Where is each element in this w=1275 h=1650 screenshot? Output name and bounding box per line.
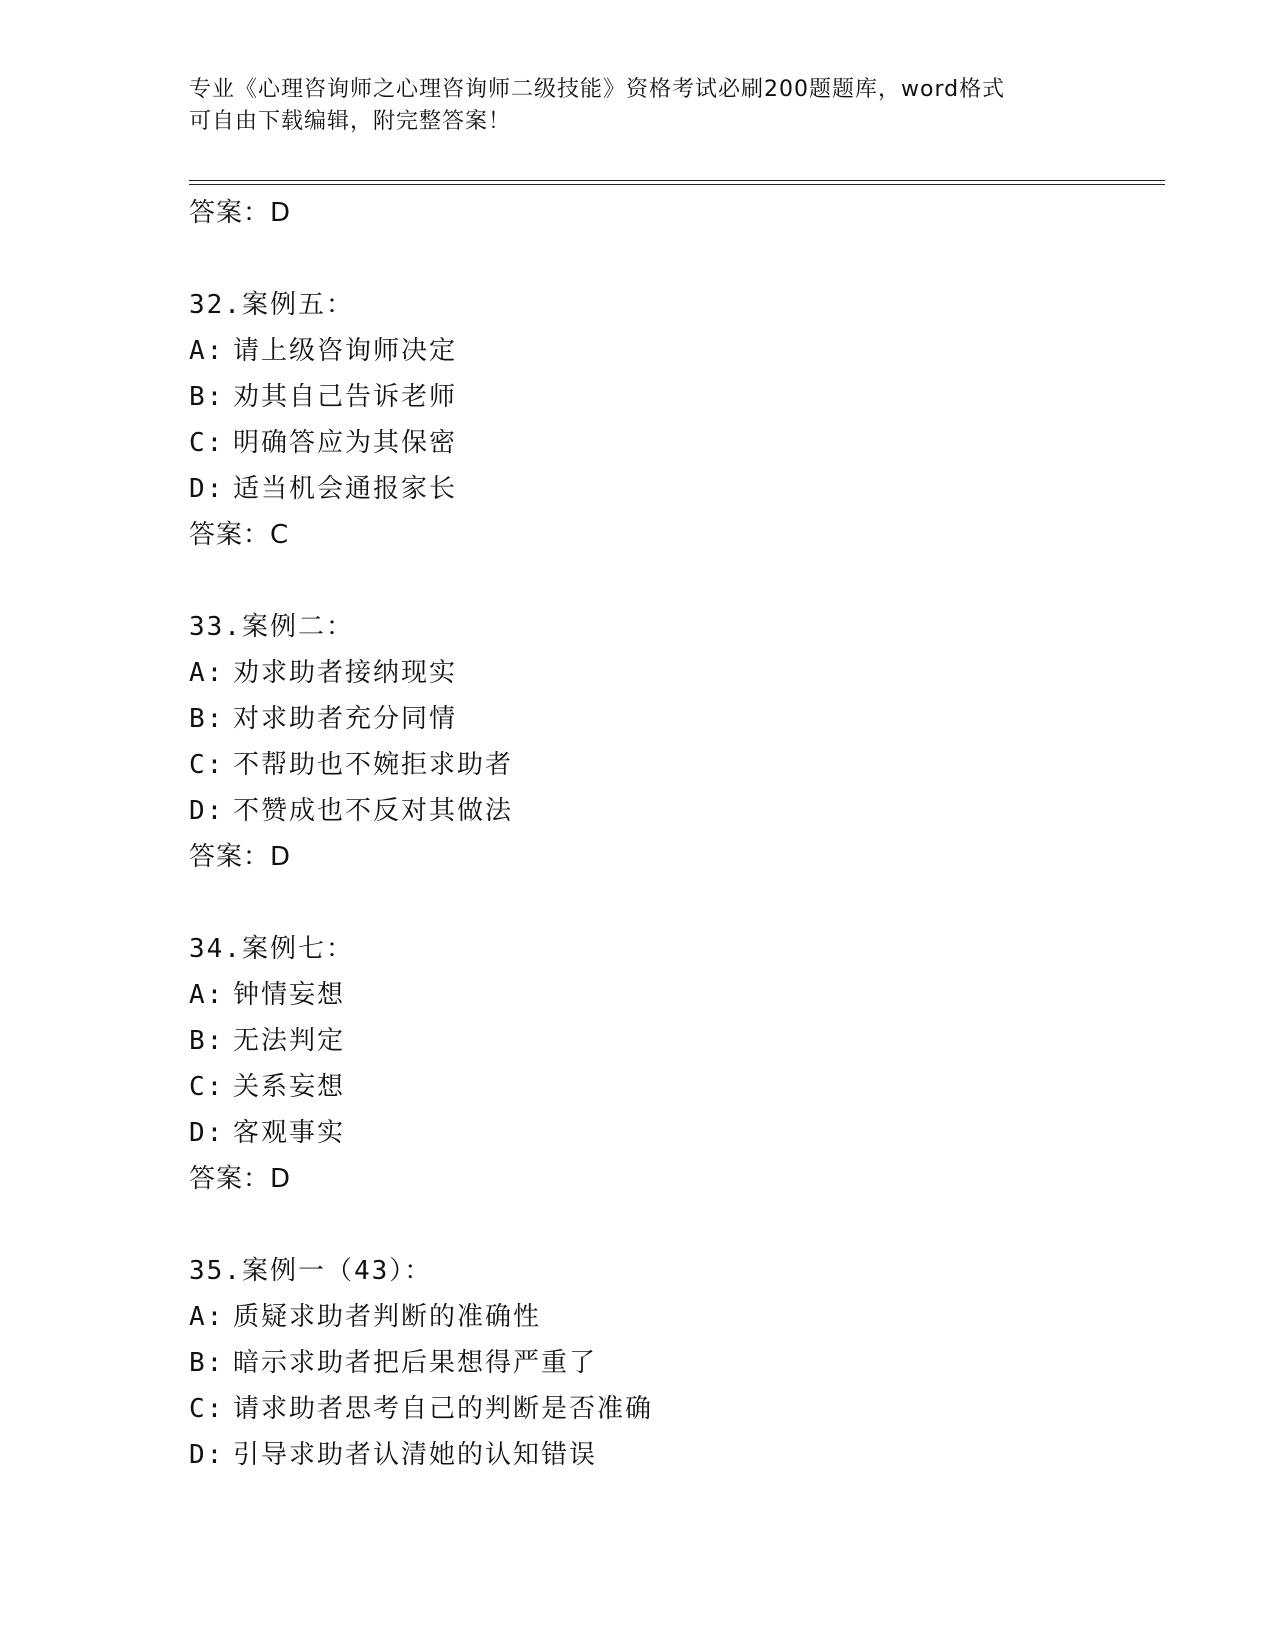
spacer [189, 558, 1149, 604]
option-key: A: [189, 980, 225, 1010]
option-key: B: [189, 1348, 225, 1378]
option-text: 请求助者思考自己的判断是否准确 [233, 1394, 654, 1424]
option-text: 劝求助者接纳现实 [233, 658, 458, 688]
document-header [189, 74, 1089, 138]
option-key: C: [189, 1072, 225, 1102]
option-text: 引导求助者认清她的认知错误 [233, 1440, 598, 1470]
spacer [189, 880, 1149, 926]
option-c [189, 742, 1149, 788]
option-d [189, 1432, 1149, 1478]
answer-value: D [270, 198, 292, 228]
option-a [189, 1294, 1149, 1340]
answer-label: 答案： [189, 1164, 271, 1194]
header-divider-top [189, 180, 1165, 181]
option-key: B: [189, 704, 225, 734]
option-c [189, 1386, 1149, 1432]
option-text: 关系妄想 [233, 1072, 346, 1102]
option-text: 客观事实 [233, 1118, 346, 1148]
header-line-2: 可自由下载编辑，附完整答案！ [189, 109, 512, 134]
option-b [189, 1018, 1149, 1064]
option-key: C: [189, 428, 225, 458]
option-text: 质疑求助者判断的准确性 [233, 1302, 542, 1332]
answer-label: 答案： [189, 842, 271, 872]
option-c [189, 420, 1149, 466]
header-divider-bottom [189, 184, 1165, 185]
option-b [189, 1340, 1149, 1386]
option-key: C: [189, 1394, 225, 1424]
option-text: 请上级咨询师决定 [233, 336, 458, 366]
option-b [189, 696, 1149, 742]
option-key: C: [189, 750, 225, 780]
option-key: B: [189, 382, 225, 412]
answer-line [189, 190, 1149, 236]
answer-label: 答案： [189, 198, 271, 228]
answer-label: 答案： [189, 520, 271, 550]
answer-value: D [270, 1164, 292, 1194]
option-a [189, 328, 1149, 374]
answer-value: C [270, 520, 290, 550]
option-key: A: [189, 336, 225, 366]
spacer [189, 236, 1149, 282]
option-d [189, 466, 1149, 512]
option-text: 明确答应为其保密 [233, 428, 458, 458]
option-a [189, 972, 1149, 1018]
option-b [189, 374, 1149, 420]
option-a [189, 650, 1149, 696]
question-title: 32.案例五： [189, 290, 354, 320]
option-text: 不赞成也不反对其做法 [233, 796, 514, 826]
answer-line [189, 1156, 1149, 1202]
option-key: D: [189, 1118, 225, 1148]
option-text: 不帮助也不婉拒求助者 [233, 750, 514, 780]
option-key: D: [189, 796, 225, 826]
option-text: 钟情妄想 [233, 980, 346, 1010]
option-text: 劝其自己告诉老师 [233, 382, 458, 412]
answer-line [189, 512, 1149, 558]
question-title: 35.案例一（43）： [189, 1256, 433, 1286]
option-text: 对求助者充分同情 [233, 704, 458, 734]
option-d [189, 788, 1149, 834]
option-key: D: [189, 1440, 225, 1470]
option-key: A: [189, 658, 225, 688]
option-key: A: [189, 1302, 225, 1332]
option-key: D: [189, 474, 225, 504]
option-text: 暗示求助者把后果想得严重了 [233, 1348, 598, 1378]
spacer [189, 1202, 1149, 1248]
question-title: 33.案例二： [189, 612, 354, 642]
answer-value: D [270, 842, 292, 872]
header-line-1: 专业《心理咨询师之心理咨询师二级技能》资格考试必刷200题题库，word格式 [189, 77, 1006, 102]
answer-line [189, 834, 1149, 880]
question-list [189, 190, 1149, 1478]
option-text: 适当机会通报家长 [233, 474, 458, 504]
option-key: B: [189, 1026, 225, 1056]
option-d [189, 1110, 1149, 1156]
question-title: 34.案例七： [189, 934, 354, 964]
option-text: 无法判定 [233, 1026, 346, 1056]
option-c [189, 1064, 1149, 1110]
